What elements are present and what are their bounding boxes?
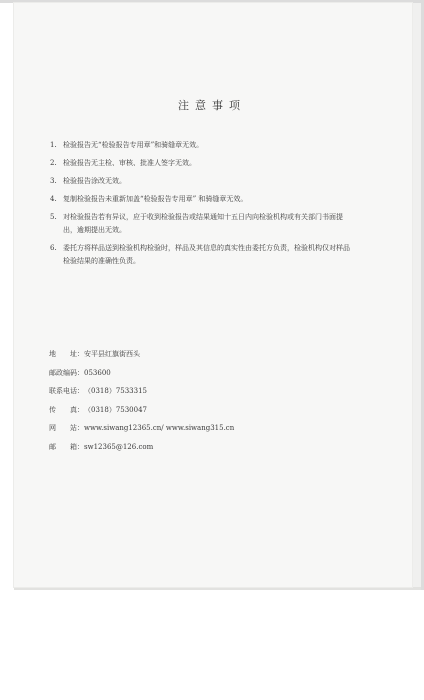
contact-label: 邮 箱： (49, 442, 84, 451)
contact-phone (49, 387, 309, 396)
notice-item (50, 139, 350, 152)
page-title: 注意事项 (178, 99, 246, 112)
contact-postcode (49, 369, 309, 378)
notice-item (50, 193, 350, 206)
notice-item (50, 157, 350, 170)
notice-number: 2. (50, 159, 57, 167)
contact-label: 联系电话： (49, 387, 84, 396)
notice-text: 检验报告无“检验报告专用章”和骑缝章无效。 (63, 141, 204, 149)
notice-item (50, 242, 350, 268)
contact-email (49, 443, 309, 452)
notice-number: 3. (50, 177, 57, 185)
document-page (14, 3, 412, 587)
notice-text: 复制检验报告未重新加盖“检验报告专用章” 和骑缝章无效。 (63, 195, 248, 203)
notice-list (50, 139, 350, 273)
notice-number: 6. (50, 244, 57, 252)
contact-block (49, 350, 309, 462)
paper-edge (412, 3, 421, 587)
contact-value: www.siwang12365.cn/ www.siwang315.cn (84, 424, 235, 433)
notice-item (50, 211, 350, 237)
contact-value: （0318）7533315 (84, 387, 147, 396)
notice-number: 4. (50, 195, 57, 203)
contact-label: 地 址： (49, 350, 84, 358)
contact-label: 邮政编码： (49, 368, 84, 377)
notice-text: 检验报告涂改无效。 (63, 177, 126, 185)
contact-value: 053600 (84, 368, 111, 377)
notice-text: 检验报告无主检、审核、批准人签字无效。 (63, 159, 196, 167)
contact-address (49, 350, 309, 359)
contact-value: 安平县红旗街西头 (84, 350, 140, 358)
contact-label: 传 真： (49, 405, 84, 414)
contact-fax (49, 406, 309, 415)
contact-value: sw12365@126.com (84, 442, 154, 451)
notice-item (50, 175, 350, 188)
notice-number: 5. (50, 213, 57, 221)
notice-number: 1. (50, 141, 57, 149)
notice-text: 委托方将样品送到检验机构检验时，样品及其信息的真实性由委托方负责，检验机构仅对样品检验结果的准确性负责。 (63, 244, 350, 265)
paper-bottom-edge (14, 587, 421, 590)
contact-value: （0318）7530047 (84, 405, 147, 414)
contact-label: 网 站： (49, 424, 84, 433)
notice-text: 对检验报告若有异议，应于收到检验报告或结果通知十五日内向检验机构或有关部门书面提出，逾期提出无效。 (63, 213, 343, 234)
contact-website (49, 424, 309, 433)
